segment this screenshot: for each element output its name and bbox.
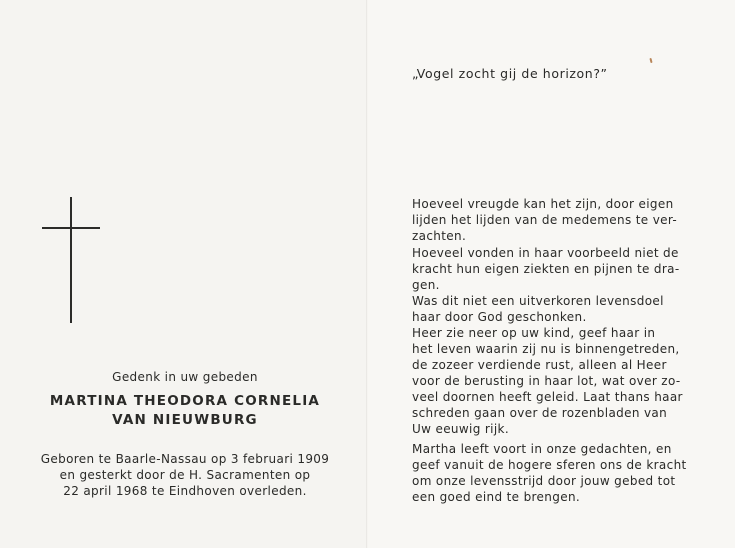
text-line: Hoeveel vreugde kan het zijn, door eigen [412, 197, 674, 211]
text-line: het leven waarin zij nu is binnengetreden, [412, 342, 680, 356]
fold-line [366, 0, 368, 548]
deceased-name-line1: MARTINA THEODORA CORNELIA [49, 393, 321, 409]
info-line: 22 april 1968 te Eindhoven overleden. [63, 484, 307, 498]
text-line: Uw eeuwig rijk. [412, 422, 509, 436]
info-line: Geboren te Baarle-Nassau op 3 februari 1909 [40, 452, 330, 466]
text-line: Was dit niet een uitverkoren levensdoel [412, 294, 664, 308]
text-line: Hoeveel vonden in haar voorbeeld niet de [412, 246, 679, 260]
text-line: schreden gaan over de rozenbladen van [412, 406, 668, 420]
deceased-name-line2: VAN NIEUWBURG [112, 412, 258, 428]
text-line: voor de berusting in haar lot, wat over zo- [412, 374, 681, 388]
text-line: kracht hun eigen ziekten en pijnen te dra- [412, 262, 680, 276]
text-line: de zozeer verdiende rust, alleen al Heer [412, 358, 667, 372]
cross-horizontal-bar [42, 227, 100, 229]
text-line: veel doornen heeft geleid. Laat thans haar [412, 390, 683, 404]
text-line: lijden het lijden van de medemens te ver- [412, 213, 678, 227]
text-line: gen. [412, 278, 440, 292]
cross-vertical-bar [70, 197, 72, 323]
text-line: Martha leeft voort in onze gedachten, en [412, 442, 672, 456]
text-line: geef vanuit de hogere sferen ons de kracht [412, 458, 687, 472]
text-line: zachten. [412, 229, 467, 243]
text-line: om onze levensstrijd door jouw gebed tot [412, 474, 676, 488]
info-line: en gesterkt door de H. Sacramenten op [59, 468, 311, 482]
text-line: haar door God geschonken. [412, 310, 587, 324]
poem-title: „Vogel zocht gij de horizon?” [412, 66, 608, 81]
text-line: Heer zie neer op uw kind, geef haar in [412, 326, 656, 340]
remember-text: Gedenk in uw gebeden [112, 370, 258, 384]
text-line: een goed eind te brengen. [412, 490, 581, 504]
